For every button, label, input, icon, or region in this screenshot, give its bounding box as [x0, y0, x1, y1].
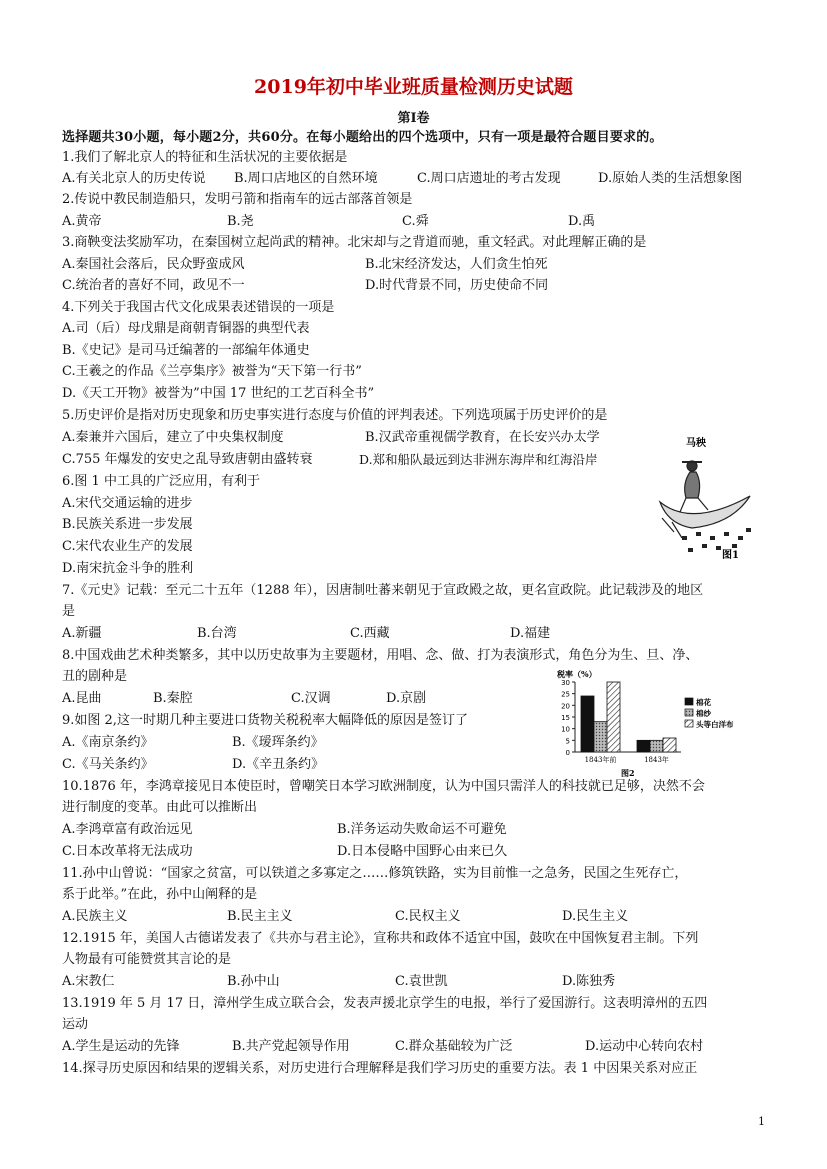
bar-棉纱-1843年: [650, 740, 663, 752]
bar-棉纱-1843年前: [594, 722, 607, 752]
question-11-option-c: C.民权主义: [395, 909, 461, 924]
farmer-illustration: [660, 461, 750, 538]
question-10-option-d: D.日本侵略中国野心由来已久: [337, 844, 508, 859]
question-8-option-c: C.汉调: [291, 691, 331, 706]
question-1-stem: 1.我们了解北京人的特征和生活状况的主要依据是: [62, 150, 348, 165]
bar-棉花-1843年: [637, 740, 650, 752]
y-tick-label: 25: [561, 690, 570, 699]
y-tick-label: 5: [565, 737, 570, 746]
question-7-stem: 7.《元史》记载：至元二十五年（1288 年），因唐制吐蕃来朝见于宣政殿之故，更名宣政院。此记载涉及的地区: [62, 583, 704, 598]
bar-头等白洋布-1843年: [663, 738, 676, 752]
question-6-option-b: B.民族关系进一步发展: [62, 517, 193, 532]
question-2-option-a: A.黄帝: [62, 214, 102, 229]
question-2-option-d: D.禹: [568, 214, 596, 229]
question-1-option-a: A.有关北京人的历史传说: [62, 171, 206, 186]
question-10-stem-cont: 进行制度的变革。由此可以推断出: [62, 800, 258, 815]
question-8-option-b: B.秦腔: [153, 691, 193, 706]
question-14-stem: 14.探寻历史原因和结果的逻辑关系，对历史进行合理解释是我们学习历史的重要方法。表 1 中因果关系对应正: [62, 1061, 698, 1076]
question-5-option-d: D.郑和船队最远到达非洲东海岸和红海沿岸: [359, 452, 598, 467]
question-4-option-d: D.《天工开物》被誉为”中国 17 世纪的工艺百科全书”: [62, 386, 375, 401]
question-13-option-b: B.共产党起领导作用: [232, 1039, 350, 1054]
question-8-stem: 8.中国戏曲艺术种类繁多，其中以历史故事为主要题材，用唱、念、做、打为表演形式，角色分为生、旦、净、: [62, 648, 699, 663]
question-8-stem-cont: 丑的剧种是: [62, 669, 128, 684]
question-2-option-b: B.尧: [227, 214, 254, 229]
question-4-option-c: C.王羲之的作品《兰亭集序》被誉为“天下第一行书”: [62, 364, 362, 379]
page-title: 2019年初中毕业班质量检测历史试题: [254, 76, 573, 98]
question-7-option-b: B.台湾: [197, 626, 237, 641]
question-11-option-a: A.民族主义: [62, 909, 128, 924]
legend-swatch: [685, 698, 693, 705]
question-5-option-c: C.755 年爆发的安史之乱导致唐朝由盛转衰: [62, 452, 313, 467]
question-11-stem: 11.孙中山曾说：“国家之贫富，可以铁道之多寡定之……修筑铁路，实为目前惟一之急务，民国之生死存亡，: [62, 866, 688, 881]
question-13-stem: 13.1919 年 5 月 17 日，漳州学生成立联合会，发表声援北京学生的电报，举行了爱国游行。这表明漳州的五四: [62, 996, 708, 1011]
legend-swatch: [685, 709, 693, 716]
legend-label: 棉纱: [696, 709, 711, 718]
question-6-stem: 6.图 1 中工具的广泛应用，有利于: [62, 474, 260, 489]
y-tick-label: 10: [561, 725, 570, 734]
question-5-stem: 5.历史评价是指对历史现象和历史事实进行态度与价值的评判表述。下列选项属于历史评价的是: [62, 408, 608, 423]
question-11-option-d: D.民生主义: [562, 909, 629, 924]
question-9-option-c: C.《马关条约》: [62, 757, 154, 772]
category-label: 1843年: [644, 756, 669, 764]
question-11-option-b: B.民主主义: [227, 909, 293, 924]
question-4-option-a: A.司（后）母戊鼎是商朝青铜器的典型代表: [62, 321, 310, 336]
question-9-option-b: B.《瑷珲条约》: [232, 735, 324, 750]
question-3-option-c: C.统治者的喜好不同，政见不一: [62, 278, 245, 293]
question-7-option-d: D.福建: [510, 626, 551, 641]
seedlings: [682, 528, 751, 552]
question-4-option-b: B.《史记》是司马迁编著的一部编年体通史: [62, 343, 310, 358]
instruction-text: 选择题共30小题，每小题2分，共60分。在每小题给出的四个选项中，只有一项是最符合题目要求的。: [62, 130, 663, 145]
question-3-option-a: A.秦国社会落后，民众野蛮成风: [62, 257, 245, 272]
question-10-option-c: C.日本改革将无法成功: [62, 844, 193, 859]
question-11-stem-cont: 系于此举。”在此，孙中山阐释的是: [62, 887, 258, 902]
y-tick-label: 20: [561, 702, 570, 711]
page-number: 1: [758, 1115, 765, 1128]
figure-1-tag: 马秧: [686, 438, 706, 449]
chart-caption: 图2: [621, 768, 635, 778]
figure-1-rice-transplanter: [652, 432, 756, 560]
question-8-option-a: A.昆曲: [62, 691, 102, 706]
question-12-option-b: B.孙中山: [227, 974, 280, 989]
legend-swatch: [685, 720, 693, 727]
question-6-option-d: D.南宋抗金斗争的胜利: [62, 561, 194, 576]
question-4-stem: 4.下列关于我国古代文化成果表述错误的一项是: [62, 300, 335, 315]
question-2-stem: 2.传说中教民制造船只，发明弓箭和指南车的远古部落首领是: [62, 192, 413, 207]
y-tick-label: 15: [561, 714, 570, 722]
legend-label: 头等白洋布: [696, 720, 734, 729]
question-1-option-c: C.周口店遗址的考古发现: [417, 171, 561, 186]
question-13-stem-cont: 运动: [62, 1017, 89, 1032]
category-label: 1843年前: [584, 756, 617, 764]
question-3-stem: 3.商鞅变法奖励军功，在秦国树立起尚武的精神。北宋却与之背道而驰，重文轻武。对此理解正确的是: [62, 235, 647, 250]
legend-label: 棉花: [696, 698, 711, 707]
bar-头等白洋布-1843年前: [607, 682, 620, 752]
question-12-option-c: C.袁世凯: [395, 974, 448, 989]
question-5-option-b: B.汉武帝重视儒学教育，在长安兴办太学: [365, 430, 600, 445]
question-3-option-d: D.时代背景不同，历史使命不同: [365, 278, 549, 293]
volume-heading: 第Ⅰ卷: [397, 111, 430, 126]
question-7-option-c: C.西藏: [350, 626, 390, 641]
y-tick-label: 30: [561, 679, 570, 687]
question-9-stem: 9.如图 2,这一时期几种主要进口货物关税税率大幅降低的原因是签订了: [62, 713, 468, 728]
question-12-stem-cont: 人物最有可能赞赏其言论的是: [62, 952, 232, 967]
y-tick-label: 0: [565, 749, 570, 757]
question-9-option-a: A.《南京条约》: [62, 735, 154, 750]
question-12-option-a: A.宋教仁: [62, 974, 115, 989]
question-1-option-d: D.原始人类的生活想象图: [598, 171, 743, 186]
question-3-option-b: B.北宋经济发达，人们贪生怕死: [365, 257, 548, 272]
question-10-option-b: B.洋务运动失败命运不可避免: [337, 822, 507, 837]
figure-2-tariff-chart: [553, 668, 761, 780]
question-1-option-b: B.周口店地区的自然环境: [234, 171, 378, 186]
bar-棉花-1843年前: [581, 696, 594, 752]
question-13-option-d: D.运动中心转向农村: [585, 1039, 704, 1054]
question-2-option-c: C.舜: [402, 214, 429, 229]
question-10-option-a: A.李鸿章富有政治远见: [62, 822, 193, 837]
question-6-option-c: C.宋代农业生产的发展: [62, 539, 193, 554]
chart-ylabel: 税率（%）: [557, 669, 597, 679]
question-10-stem: 10.1876 年，李鸿章接见日本使臣时，曾嘲笑日本学习欧洲制度，认为中国只需洋人的科技就已足够，决然不会: [62, 779, 705, 794]
question-8-option-d: D.京剧: [386, 691, 427, 706]
question-7-stem-cont: 是: [62, 604, 76, 619]
question-6-option-a: A.宋代交通运输的进步: [62, 496, 193, 511]
figure-1-caption: 图1: [722, 550, 739, 560]
question-13-option-c: C.群众基础较为广泛: [395, 1039, 513, 1054]
question-13-option-a: A.学生是运动的先锋: [62, 1039, 180, 1054]
question-9-option-d: D.《辛丑条约》: [232, 757, 325, 772]
question-5-option-a: A.秦兼并六国后，建立了中央集权制度: [62, 430, 284, 445]
question-12-option-d: D.陈独秀: [562, 974, 616, 989]
question-12-stem: 12.1915 年，美国人古德诺发表了《共亦与君主论》，宣称共和政体不适宜中国，鼓吹在中国恢复君主制。下列: [62, 931, 699, 946]
question-7-option-a: A.新疆: [62, 626, 102, 641]
